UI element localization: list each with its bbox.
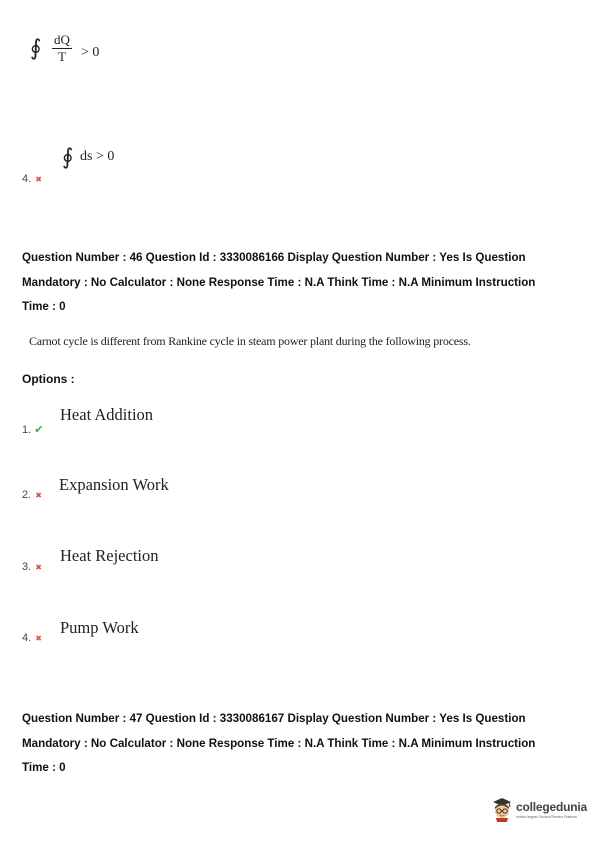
equation-ds-gt-0: ds > 0 bbox=[80, 149, 115, 164]
option-text: Heat Addition bbox=[60, 405, 154, 424]
option-text: Pump Work bbox=[60, 618, 139, 637]
mascot-icon bbox=[491, 796, 513, 822]
contour-integral-symbol: ∮ bbox=[62, 145, 74, 170]
option-text: Expansion Work bbox=[59, 475, 169, 494]
question-46-meta bbox=[22, 246, 582, 320]
logo-name: collegedunia bbox=[516, 799, 587, 814]
option-number: 3. bbox=[22, 561, 32, 573]
collegedunia-logo bbox=[491, 796, 587, 822]
contour-integral-symbol: ∮ bbox=[30, 36, 42, 61]
option-number: 1. bbox=[22, 424, 32, 436]
fraction-numerator: dQ bbox=[54, 32, 70, 47]
correct-check-icon: ✔ bbox=[34, 424, 44, 436]
meta-line: Mandatory : No Calculator : None Response Time : N.A Think Time : N.A Minimum Instruction bbox=[22, 736, 536, 750]
fraction-denominator: T bbox=[58, 49, 66, 64]
option-number: 4. bbox=[22, 632, 32, 644]
meta-line: Question Number : 46 Question Id : 3330086166 Display Question Number : Yes Is Question bbox=[22, 251, 526, 264]
option-text: Heat Rejection bbox=[60, 546, 159, 565]
equation-relation: > 0 bbox=[81, 45, 100, 60]
meta-line: Mandatory : No Calculator : None Response Time : N.A Think Time : N.A Minimum Instruction bbox=[22, 275, 536, 289]
fraction-dq-over-t bbox=[52, 33, 72, 64]
wrong-mark-icon: ✖ bbox=[35, 563, 42, 572]
meta-line: Question Number : 47 Question Id : 3330086167 Display Question Number : Yes Is Question bbox=[22, 712, 526, 725]
wrong-mark-icon: ✖ bbox=[35, 175, 42, 184]
wrong-mark-icon: ✖ bbox=[35, 634, 42, 643]
wrong-mark-icon: ✖ bbox=[35, 491, 42, 500]
logo-tagline: India's largest Student Review Platform bbox=[516, 814, 578, 819]
option-number: 4. bbox=[22, 173, 32, 185]
option-number: 2. bbox=[22, 489, 32, 501]
options-label: Options : bbox=[22, 372, 75, 386]
question-47-meta bbox=[22, 707, 582, 781]
question-46-text: Carnot cycle is different from Rankine cycle in steam power plant during the following process. bbox=[29, 334, 471, 348]
meta-line: Time : 0 bbox=[22, 300, 66, 313]
meta-line: Time : 0 bbox=[22, 761, 66, 774]
